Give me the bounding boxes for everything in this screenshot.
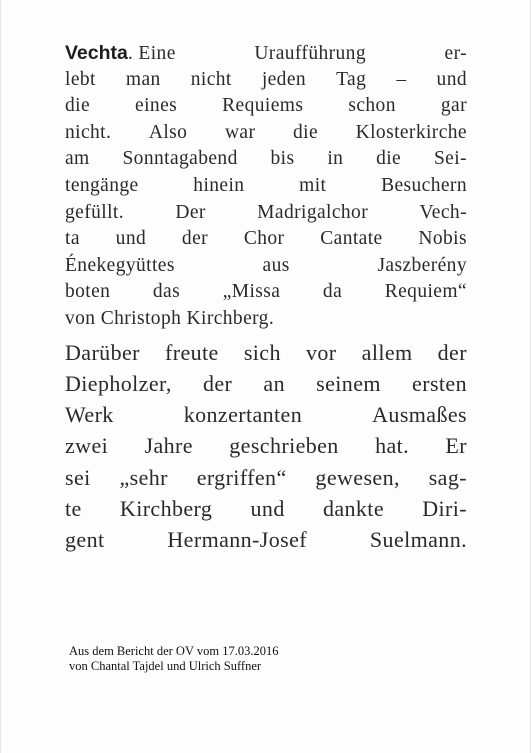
- word: Klosterkirche: [355, 121, 467, 143]
- word: eines: [135, 95, 178, 117]
- text-line: [65, 493, 467, 524]
- text-line: [65, 368, 467, 399]
- text-line: [65, 67, 467, 94]
- word: lebt: [65, 68, 96, 90]
- word: in: [327, 148, 344, 170]
- text-line: [65, 146, 467, 173]
- word: ergriffen“: [196, 464, 287, 490]
- word: die: [65, 95, 91, 117]
- word: nicht.: [65, 121, 112, 143]
- word: jeden: [261, 68, 307, 90]
- word: Cantate: [320, 228, 383, 250]
- word: mit: [299, 174, 327, 196]
- caption-authors-line: von Chantal Tajdel und Ulrich Suffner: [69, 659, 262, 673]
- word: er-: [444, 43, 467, 64]
- word: Darüber: [65, 339, 140, 365]
- caption-source-line: Aus dem Bericht der OV vom 17.03.2016: [69, 644, 279, 658]
- word: die: [376, 148, 402, 170]
- word: Uraufführung: [254, 43, 366, 64]
- word: seinem: [316, 370, 381, 396]
- text-line: [65, 200, 467, 227]
- word: . Eine: [127, 43, 176, 64]
- word: schon: [348, 95, 396, 117]
- word: Diepholzer,: [65, 370, 172, 396]
- word: und: [115, 228, 147, 250]
- word: sich: [243, 339, 281, 365]
- word: der: [181, 228, 209, 250]
- word: der: [437, 339, 467, 365]
- word: von Christoph Kirchberg.: [65, 307, 275, 329]
- text-line: [65, 524, 467, 555]
- word: Requiems: [222, 95, 304, 117]
- text-line: [65, 399, 467, 430]
- word: tengänge: [65, 174, 139, 196]
- word: Kirchberg: [119, 496, 213, 522]
- dateline: Vechta: [65, 42, 128, 64]
- word: und: [250, 496, 285, 522]
- word: das: [152, 281, 181, 303]
- word: Jaszberény: [377, 254, 467, 276]
- word: Suelmann.: [369, 527, 467, 553]
- word: da: [322, 281, 343, 303]
- word: –: [396, 68, 407, 90]
- source-caption: [69, 644, 278, 674]
- word: „sehr: [119, 464, 168, 490]
- word: boten: [65, 281, 111, 303]
- word: Énekegyüttes: [65, 254, 175, 276]
- word: Besuchern: [381, 174, 467, 196]
- word: „Missa: [222, 281, 281, 303]
- word: gent: [65, 527, 105, 553]
- word: Chor: [243, 228, 285, 250]
- word: Ausmaßes: [372, 402, 467, 428]
- word: konzertanten: [183, 402, 303, 428]
- word: ersten: [412, 370, 467, 396]
- word: war: [224, 121, 256, 143]
- text-line: [65, 173, 467, 200]
- text-line: [65, 253, 467, 280]
- word: die: [292, 121, 319, 143]
- word: hinein: [193, 174, 245, 196]
- article-paragraph-2: [65, 337, 467, 556]
- word: Tag: [336, 68, 367, 90]
- word: an: [263, 370, 285, 396]
- text-line: [65, 279, 467, 306]
- newspaper-clipping: [65, 40, 467, 556]
- word: allem: [361, 339, 413, 365]
- word: Hermann-Josef: [167, 527, 307, 553]
- word: am: [65, 148, 90, 170]
- word: sag-: [428, 464, 467, 490]
- word: Sonntagabend: [122, 148, 238, 170]
- word: te: [65, 496, 82, 522]
- word: sei: [65, 464, 91, 490]
- word: hat.: [375, 433, 410, 459]
- text-line: [65, 462, 467, 493]
- text-line: [65, 93, 467, 120]
- word: Diri-: [422, 496, 467, 522]
- word: vor: [306, 339, 337, 365]
- word: gewesen,: [315, 464, 400, 490]
- word: Sei-: [433, 148, 467, 170]
- word: nicht: [190, 68, 232, 90]
- word: der: [202, 370, 233, 396]
- word: Vech-: [419, 201, 467, 223]
- word: Er: [445, 433, 467, 459]
- word: Jahre: [144, 433, 193, 459]
- text-line: [65, 226, 467, 253]
- word-group: [65, 40, 176, 68]
- word: Requiem“: [384, 281, 467, 303]
- article-paragraph-1: [65, 40, 467, 333]
- word: Also: [148, 121, 188, 143]
- word: gar: [440, 95, 467, 117]
- word: gefüllt.: [65, 201, 124, 223]
- text-line: [65, 306, 467, 333]
- word: und: [436, 68, 467, 90]
- word: zwei: [65, 433, 109, 459]
- word: ta: [65, 228, 80, 250]
- text-line: [65, 120, 467, 147]
- text-line: [65, 40, 467, 67]
- word: Madrigalchor: [257, 201, 369, 223]
- text-line: [65, 430, 467, 461]
- word: Nobis: [418, 228, 467, 250]
- word: man: [125, 68, 161, 90]
- word: Der: [175, 201, 206, 223]
- word: bis: [270, 148, 295, 170]
- word: aus: [262, 254, 290, 276]
- word: dankte: [322, 496, 384, 522]
- word: geschrieben: [229, 433, 339, 459]
- text-line: [65, 337, 467, 368]
- word: Werk: [65, 402, 114, 428]
- word: freute: [165, 339, 219, 365]
